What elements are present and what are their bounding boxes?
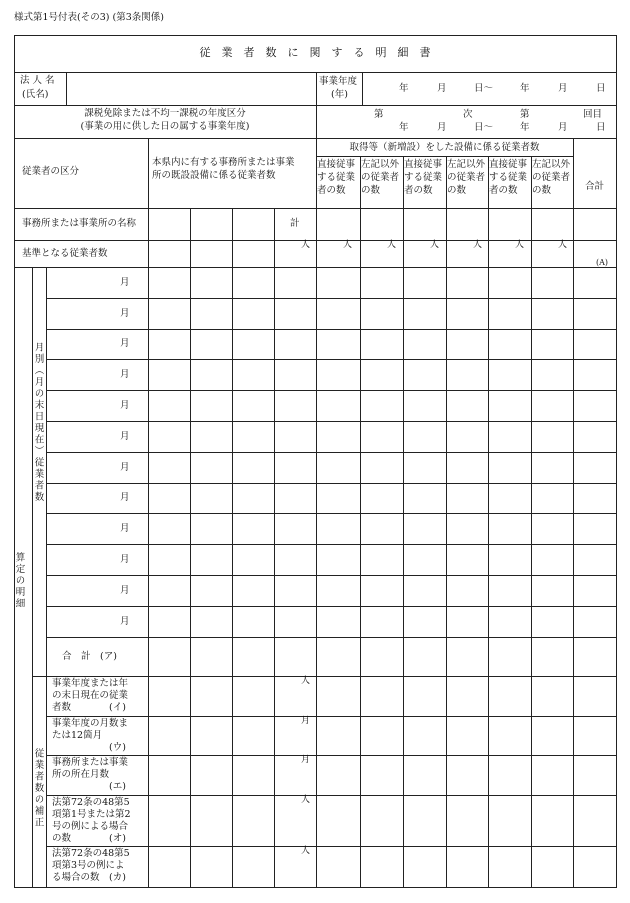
month-row-label-0: 月 [120, 277, 130, 288]
rule-line [14, 267, 617, 268]
tax-exempt-d2[interactable]: 日 [596, 122, 606, 133]
tax-exempt-m1[interactable]: 月 [437, 122, 447, 133]
other-label-3-2: の数 [447, 185, 467, 196]
fiscal-year-m1[interactable]: 月 [437, 83, 447, 94]
correction-1-line-0: 事業年度の月数ま [52, 718, 129, 729]
other-label-3-0: 左記以外 [447, 159, 486, 170]
total-a-label: 合 計 (ア) [62, 651, 117, 662]
base-count-unit-6: 人 [558, 240, 568, 250]
rule-line [190, 208, 191, 888]
form-title: 従 業 者 数 に 関 す る 明 細 書 [199, 46, 431, 59]
direct-label-4-2: 者の数 [489, 185, 518, 196]
correction-1-line-2: (ウ) [52, 742, 126, 753]
office-name-label: 事務所または事業所の名称 [22, 218, 137, 229]
fiscal-year-d1[interactable]: 日〜 [474, 83, 494, 94]
tax-exempt-sublabel: (事業の用に供した日の属する事業年度) [80, 121, 250, 132]
month-row-label-2: 月 [120, 338, 130, 349]
tax-exempt-label: 課税免除または不均一課税の年度区分 [84, 108, 246, 119]
rule-line [274, 208, 275, 888]
rule-line [362, 72, 363, 106]
other-label-3-1: の従業者 [447, 172, 486, 183]
tax-exempt-dai[interactable]: 第 [374, 109, 384, 120]
fiscal-year-y1[interactable]: 年 [399, 83, 409, 94]
rule-line [46, 452, 617, 453]
form-caption: 様式第1号付表(その3) (第3条関係) [14, 12, 164, 23]
existing-facility-label: 本県内に有する事務所または事業 [152, 157, 295, 168]
tax-exempt-m2[interactable]: 月 [558, 122, 568, 133]
fiscal-year-m2[interactable]: 月 [558, 83, 568, 94]
direct-label-0-0: 直接従事 [317, 159, 356, 170]
base-count-unit-4: 人 [473, 240, 483, 250]
corp-name-field[interactable] [67, 73, 315, 104]
office-total-label: 計 [290, 218, 300, 229]
correction-4-line-1: 項第3号の例によ [52, 860, 125, 871]
rule-line [46, 329, 617, 330]
rule-line [232, 208, 233, 888]
tax-exempt-d1[interactable]: 日〜 [474, 122, 494, 133]
month-row-label-10: 月 [120, 585, 130, 596]
calc-detail-label: 算定の明細 [13, 552, 25, 610]
tax-exempt-y1[interactable]: 年 [399, 122, 409, 133]
month-row-label-1: 月 [120, 308, 130, 319]
other-label-1-1: の従業者 [361, 172, 400, 183]
rule-line [360, 156, 361, 888]
month-row-label-5: 月 [120, 431, 130, 442]
fiscal-year-sublabel: (年) [331, 89, 348, 100]
rule-line [46, 359, 617, 360]
monthly-section-end [32, 676, 617, 677]
other-label-5-0: 左記以外 [532, 159, 571, 170]
monthly-label: 月別（月の末日現在）従業者数 [32, 342, 44, 503]
base-count-unit-5: 人 [515, 240, 525, 250]
rule-line [46, 716, 617, 717]
fiscal-year-d2[interactable]: 日 [596, 83, 606, 94]
correction-1-line-1: たは12箇月 [52, 730, 103, 741]
month-row-label-11: 月 [120, 616, 130, 627]
tax-exempt-dai2[interactable]: 第 [520, 109, 530, 120]
other-label-5-2: の数 [532, 185, 552, 196]
correction-4-line-0: 法第72条の48第5 [52, 848, 130, 859]
correction-4-line-2: る場合の数 (カ) [52, 872, 126, 883]
correction-label: 従業者数の補正 [32, 748, 44, 829]
rule-line [316, 156, 574, 157]
total-header: 合計 [584, 181, 604, 192]
tax-exempt-y2[interactable]: 年 [520, 122, 530, 133]
correction-3-line-2: 号の例による場合 [52, 821, 129, 832]
frame-right [616, 35, 617, 888]
rule-line [46, 846, 617, 847]
rule-line [46, 755, 617, 756]
base-count-unit-0: 人 [301, 240, 311, 250]
base-count-label: 基準となる従業者数 [22, 248, 108, 259]
employee-category-label: 従業者の区分 [22, 166, 80, 177]
month-row-label-3: 月 [120, 369, 130, 380]
rule-line [316, 105, 317, 139]
rule-line [46, 298, 617, 299]
office-name-3[interactable] [233, 209, 273, 239]
corp-name-sublabel: (氏名) [22, 89, 49, 100]
rule-line [14, 240, 617, 241]
correction-0-line-0: 事業年度または年 [52, 678, 129, 689]
month-row-label-8: 月 [120, 523, 130, 534]
correction-2-unit: 月 [301, 755, 311, 765]
rule-line [46, 513, 617, 514]
tax-exempt-tsugi[interactable]: 次 [463, 109, 473, 120]
acquisition-header: 取得等（新増設）をした設備に係る従業者数 [349, 142, 540, 153]
base-count-unit-2: 人 [387, 240, 397, 250]
direct-label-4-0: 直接従事 [489, 159, 528, 170]
office-name-1[interactable] [149, 209, 189, 239]
correction-2-line-1: 所の所在月数 [52, 769, 110, 780]
month-row-label-7: 月 [120, 492, 130, 503]
frame-top [14, 35, 617, 36]
mark-a: (A) [596, 258, 609, 267]
correction-0-line-2: 者数 (イ) [52, 702, 126, 713]
correction-3-line-3: の数 (オ) [52, 833, 126, 844]
rule-line [316, 72, 317, 106]
rule-line [46, 795, 617, 796]
other-label-1-2: の数 [361, 185, 381, 196]
month-row-label-4: 月 [120, 400, 130, 411]
tax-exempt-kaime[interactable]: 回目 [583, 109, 603, 120]
month-row-label-6: 月 [120, 462, 130, 473]
correction-3-unit: 人 [301, 795, 311, 805]
rule-line [488, 156, 489, 888]
rule-line [531, 156, 532, 888]
rule-line [403, 156, 404, 888]
direct-label-0-1: する従業 [317, 172, 356, 183]
correction-2-line-2: (エ) [52, 781, 126, 792]
correction-4-unit: 人 [301, 846, 311, 856]
correction-1-unit: 月 [301, 716, 311, 726]
correction-3-line-1: 項第1号または第2 [52, 809, 131, 820]
rule-line [46, 421, 617, 422]
rule-line [46, 483, 617, 484]
direct-label-4-1: する従業 [489, 172, 528, 183]
rule-line [46, 544, 617, 545]
other-label-1-0: 左記以外 [361, 159, 400, 170]
correction-0-line-1: の末日現在の従業 [52, 690, 129, 701]
month-row-label-9: 月 [120, 554, 130, 565]
base-count-unit-1: 人 [343, 240, 353, 250]
rule-line [46, 575, 617, 576]
correction-3-line-0: 法第72条の48第5 [52, 797, 130, 808]
rule-line [46, 637, 617, 638]
fiscal-year-y2[interactable]: 年 [520, 83, 530, 94]
base-count-unit-3: 人 [430, 240, 440, 250]
corp-name-label: 法 人 名 [20, 75, 55, 86]
direct-label-2-2: 者の数 [404, 185, 433, 196]
correction-0-unit: 人 [301, 676, 311, 686]
rule-line [14, 208, 617, 209]
correction-2-line-0: 事務所または事業 [52, 757, 129, 768]
fiscal-year-label: 事業年度 [319, 76, 358, 87]
existing-facility-sublabel: 所の既設設備に係る従業者数 [152, 170, 276, 181]
office-name-2[interactable] [191, 209, 231, 239]
frame-left [14, 35, 15, 888]
rule-line [46, 390, 617, 391]
rule-line [46, 606, 617, 607]
direct-label-2-0: 直接従事 [404, 159, 443, 170]
direct-label-2-1: する従業 [404, 172, 443, 183]
direct-label-0-2: 者の数 [317, 185, 346, 196]
other-label-5-1: の従業者 [532, 172, 571, 183]
rule-line [446, 156, 447, 888]
